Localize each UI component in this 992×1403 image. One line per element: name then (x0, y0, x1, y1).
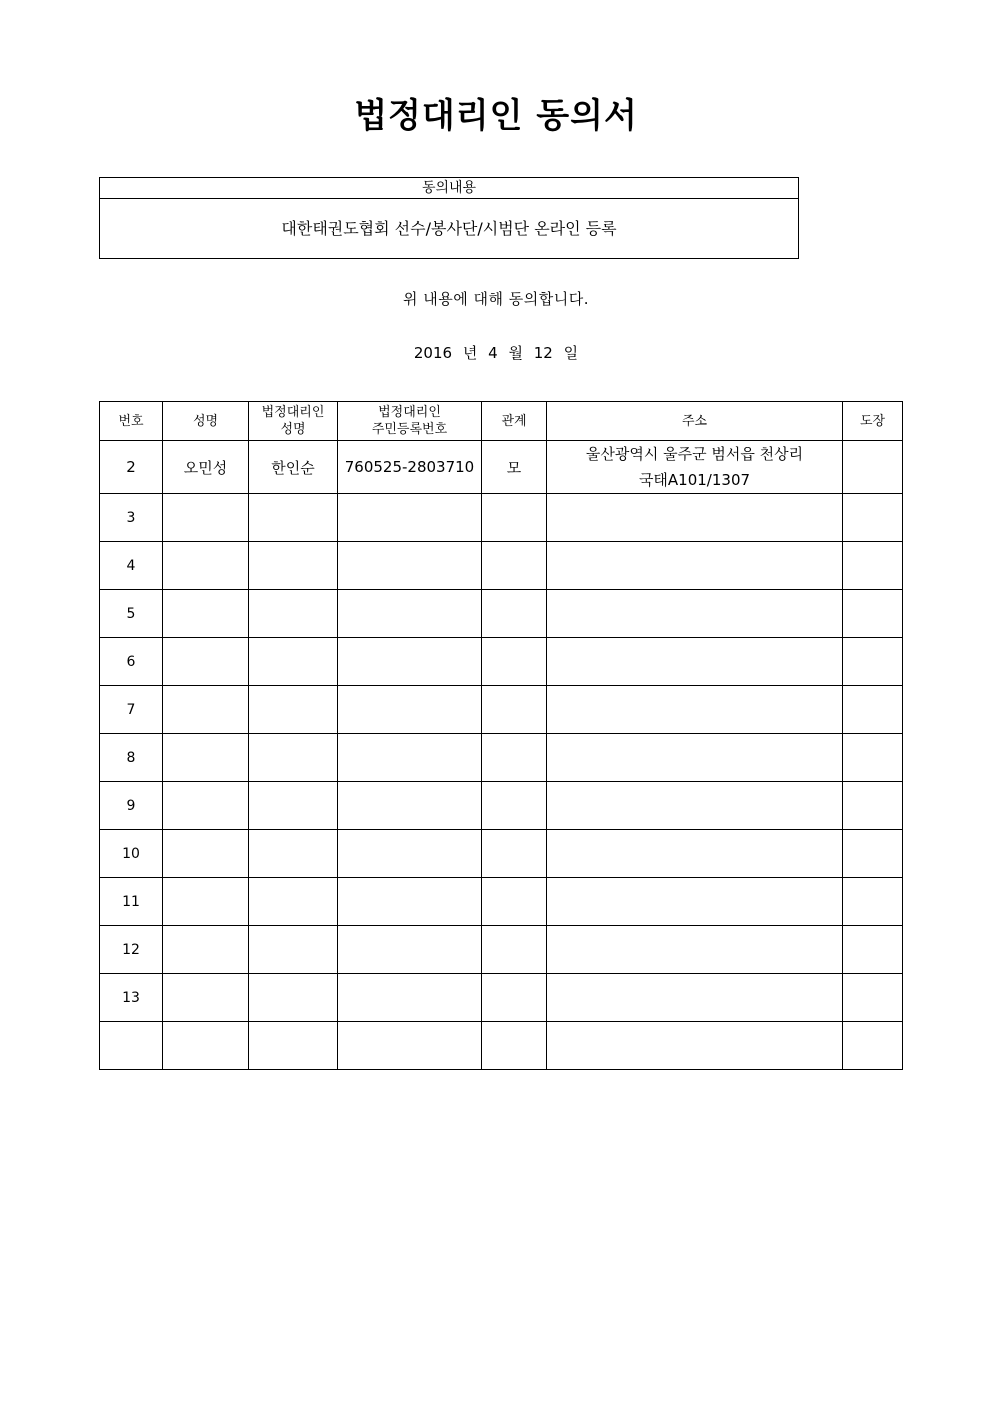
cell-relation (482, 590, 547, 638)
cell-address (547, 830, 843, 878)
cell-guardian-name (249, 590, 338, 638)
document-title: 법정대리인 동의서 (354, 96, 638, 136)
cell-relation (482, 1022, 547, 1070)
cell-number: 5 (100, 590, 163, 638)
cell-number: 7 (100, 686, 163, 734)
cell-guardian-id (338, 494, 482, 542)
cell-relation (482, 926, 547, 974)
cell-guardian-name: 한인순 (249, 441, 338, 494)
date-day-unit: 일 (563, 344, 579, 362)
consent-content-header: 동의내용 (100, 178, 798, 199)
cell-guardian-name (249, 638, 338, 686)
table-row (100, 734, 903, 782)
cell-relation (482, 638, 547, 686)
cell-address (547, 926, 843, 974)
table-row (100, 590, 903, 638)
cell-guardian-name (249, 734, 338, 782)
cell-guardian-name (249, 878, 338, 926)
cell-relation (482, 974, 547, 1022)
cell-relation (482, 734, 547, 782)
table-row (100, 542, 903, 590)
cell-seal (843, 782, 903, 830)
cell-guardian-id (338, 926, 482, 974)
cell-number (100, 1022, 163, 1070)
header-guardian-name-line2: 성명 (280, 422, 306, 437)
cell-number: 4 (100, 542, 163, 590)
cell-number: 9 (100, 782, 163, 830)
table-row (100, 441, 903, 494)
cell-seal (843, 686, 903, 734)
cell-guardian-name (249, 542, 338, 590)
cell-seal (843, 441, 903, 494)
cell-name (163, 878, 249, 926)
table-row (100, 878, 903, 926)
header-guardian-name-line1: 법정대리인 (261, 405, 325, 420)
cell-name (163, 926, 249, 974)
cell-name (163, 1022, 249, 1070)
date-month: 4 (488, 344, 498, 362)
cell-name (163, 542, 249, 590)
consent-date (0, 342, 992, 363)
cell-guardian-name (249, 686, 338, 734)
cell-guardian-id: 760525-2803710 (338, 441, 482, 494)
table-row (100, 830, 903, 878)
cell-relation (482, 542, 547, 590)
cell-relation (482, 782, 547, 830)
cell-relation (482, 494, 547, 542)
consent-content-text: 대한태권도협회 선수/봉사단/시범단 온라인 등록 (281, 219, 617, 238)
cell-name (163, 590, 249, 638)
cell-address (547, 686, 843, 734)
cell-address (547, 638, 843, 686)
cell-number: 6 (100, 638, 163, 686)
cell-seal (843, 542, 903, 590)
cell-seal (843, 494, 903, 542)
header-guardian-name (249, 402, 338, 441)
date-month-unit: 월 (508, 344, 523, 362)
table-row (100, 638, 903, 686)
cell-seal (843, 1022, 903, 1070)
table-row (100, 1022, 903, 1070)
cell-seal (843, 974, 903, 1022)
header-guardian-id-line2: 주민등록번호 (371, 422, 448, 437)
cell-guardian-name (249, 1022, 338, 1070)
cell-name (163, 830, 249, 878)
cell-number: 11 (100, 878, 163, 926)
table-row (100, 494, 903, 542)
cell-seal (843, 830, 903, 878)
cell-seal (843, 926, 903, 974)
header-guardian-id-line1: 법정대리인 (378, 405, 441, 420)
cell-guardian-id (338, 878, 482, 926)
cell-number: 12 (100, 926, 163, 974)
cell-address-line2: 국태A101/1307 (638, 471, 751, 489)
cell-seal (843, 590, 903, 638)
table-row (100, 782, 903, 830)
cell-address-line1: 울산광역시 울주군 범서읍 천상리 (585, 445, 804, 463)
cell-guardian-id (338, 782, 482, 830)
cell-name (163, 686, 249, 734)
cell-guardian-name (249, 830, 338, 878)
table-row (100, 974, 903, 1022)
cell-number: 10 (100, 830, 163, 878)
cell-guardian-id (338, 830, 482, 878)
cell-address (547, 590, 843, 638)
cell-address (547, 878, 843, 926)
cell-guardian-id (338, 734, 482, 782)
date-year-unit: 년 (462, 344, 478, 362)
cell-guardian-name (249, 782, 338, 830)
date-day: 12 (533, 344, 553, 362)
cell-name (163, 782, 249, 830)
cell-address (547, 494, 843, 542)
header-guardian-id (338, 402, 482, 441)
cell-guardian-name (249, 926, 338, 974)
cell-relation (482, 878, 547, 926)
cell-number: 13 (100, 974, 163, 1022)
cell-guardian-id (338, 638, 482, 686)
cell-address (547, 542, 843, 590)
table-row (100, 686, 903, 734)
cell-address (547, 974, 843, 1022)
cell-address (547, 734, 843, 782)
cell-number: 8 (100, 734, 163, 782)
cell-name (163, 638, 249, 686)
date-year: 2016 (413, 344, 453, 362)
cell-name (163, 734, 249, 782)
cell-guardian-name (249, 974, 338, 1022)
table-header-row (100, 402, 903, 441)
cell-seal (843, 638, 903, 686)
cell-relation: 모 (482, 441, 547, 494)
cell-address (547, 782, 843, 830)
cell-guardian-id (338, 542, 482, 590)
cell-name (163, 974, 249, 1022)
cell-guardian-name (249, 494, 338, 542)
cell-guardian-id (338, 1022, 482, 1070)
cell-relation (482, 686, 547, 734)
header-address: 주소 (547, 402, 843, 441)
cell-number: 3 (100, 494, 163, 542)
header-relation: 관계 (482, 402, 547, 441)
cell-number: 2 (100, 441, 163, 494)
consent-statement: 위 내용에 대해 동의합니다. (403, 290, 589, 308)
cell-address (547, 441, 843, 494)
cell-guardian-id (338, 974, 482, 1022)
cell-relation (482, 830, 547, 878)
cell-address (547, 1022, 843, 1070)
cell-guardian-id (338, 686, 482, 734)
cell-name: 오민성 (163, 441, 249, 494)
header-name: 성명 (163, 402, 249, 441)
consent-content-box (99, 177, 799, 259)
guardian-consent-table (99, 401, 903, 1070)
header-seal: 도장 (843, 402, 903, 441)
cell-name (163, 494, 249, 542)
header-number: 번호 (100, 402, 163, 441)
cell-guardian-id (338, 590, 482, 638)
table-row (100, 926, 903, 974)
cell-seal (843, 878, 903, 926)
cell-seal (843, 734, 903, 782)
